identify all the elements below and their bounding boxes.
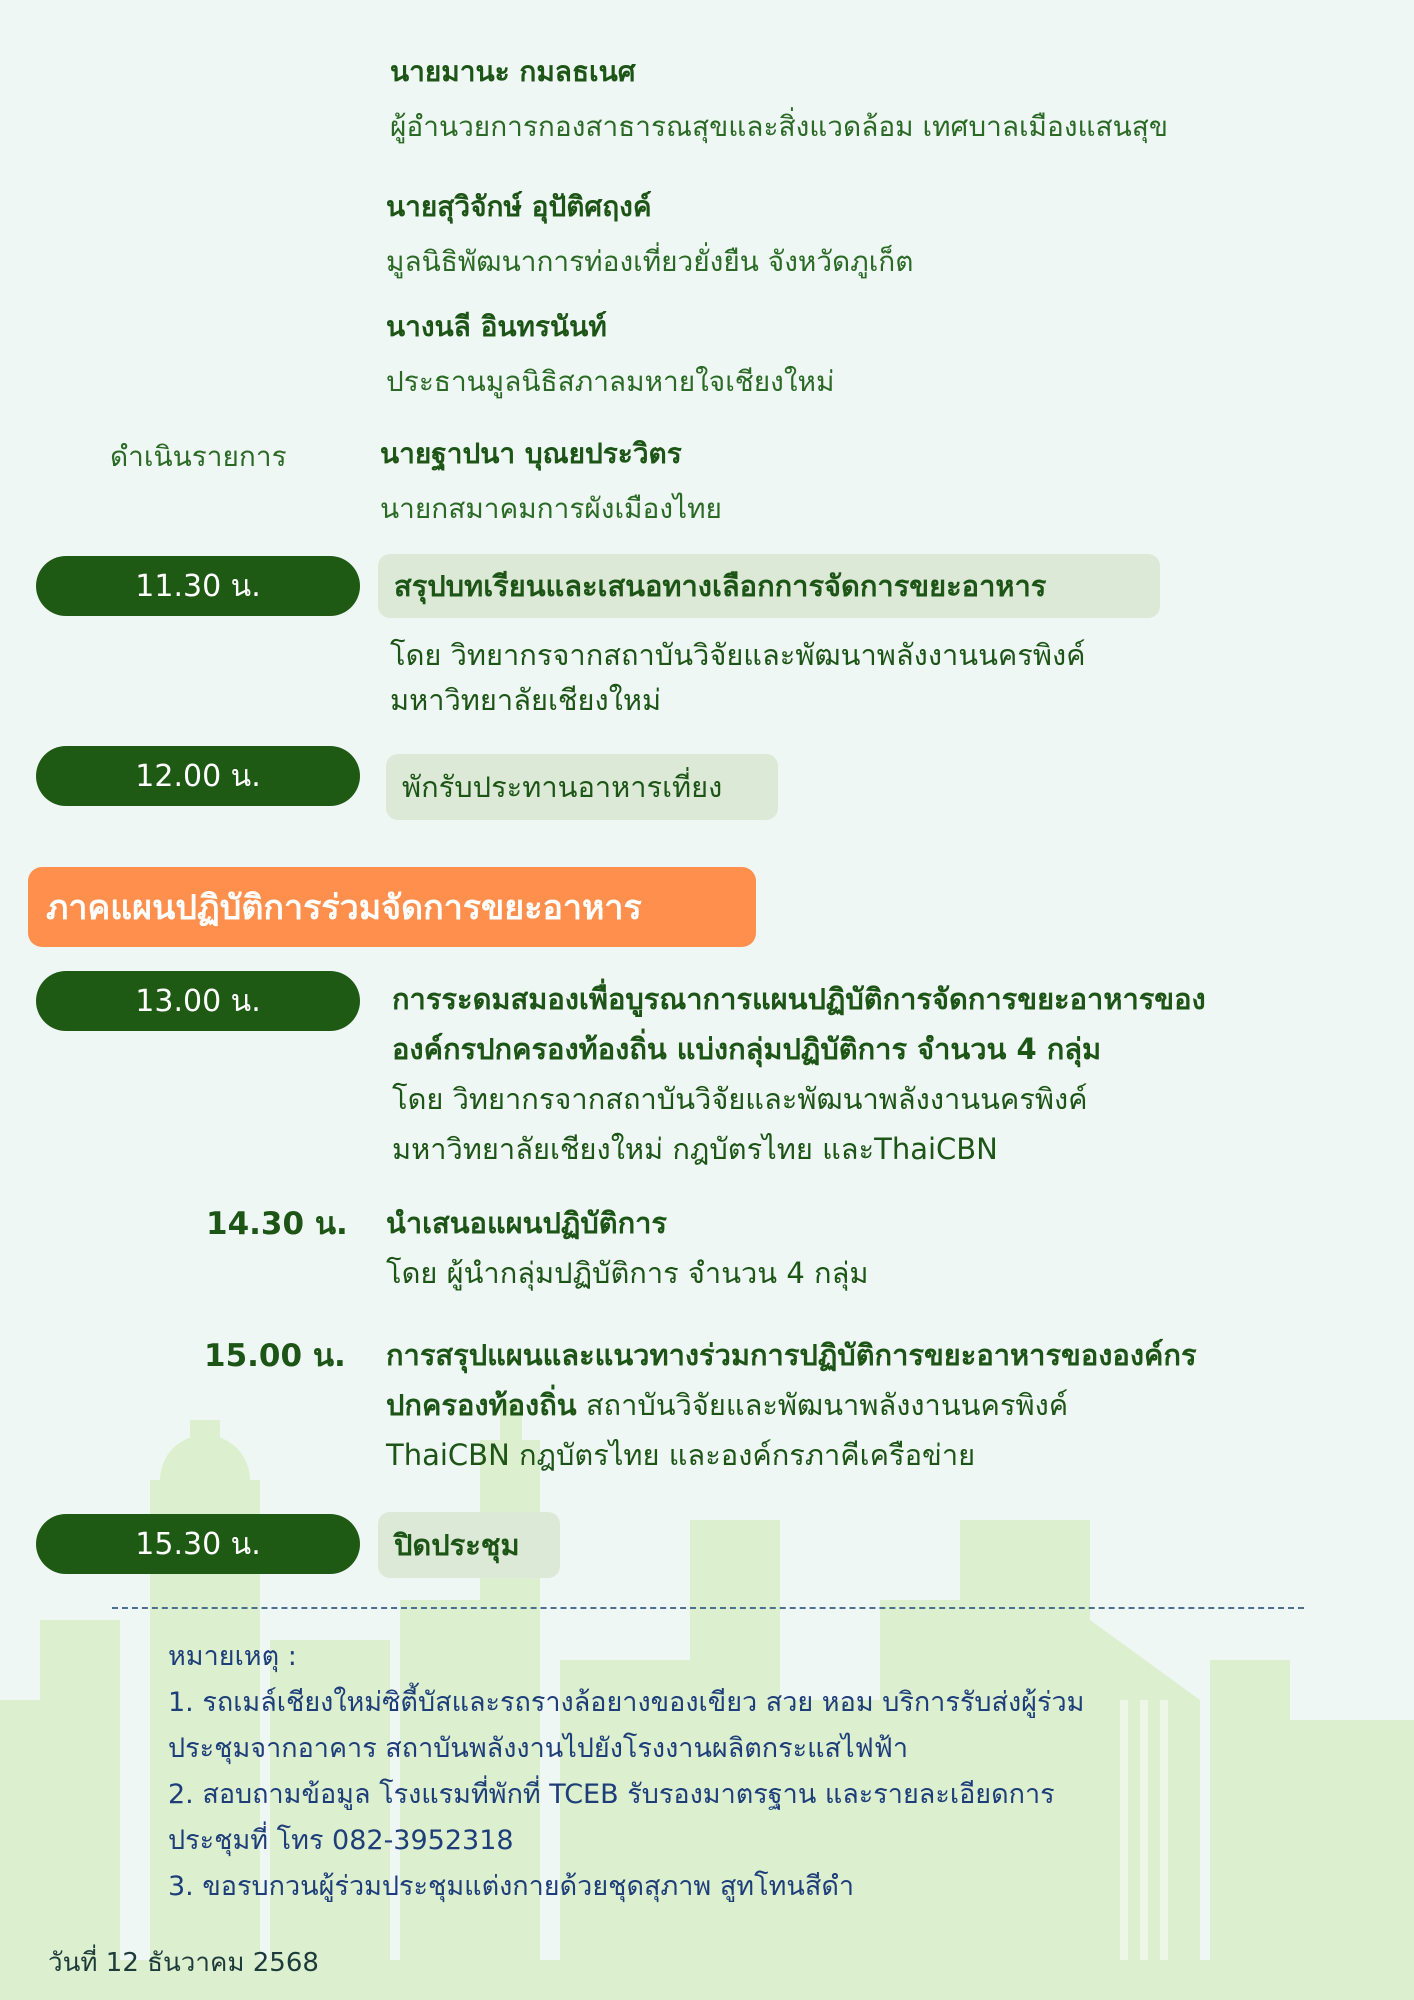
agenda-title-line-2 xyxy=(386,1380,1068,1430)
time-pill: 13.00 น. xyxy=(36,971,360,1031)
agenda-by-line: โดย วิทยากรจากสถาบันวิจัยและพัฒนาพลังงานนครพิงค์ xyxy=(390,638,1086,672)
note-line: 1. รถเมล์เชียงใหม่ซิตี้บัสและรถรางล้อยางของเขียว สวย หอม บริการรับส่งผู้ร่วม xyxy=(168,1687,1085,1718)
speaker-role: ผู้อำนวยการกองสาธารณสุขและสิ่งแวดล้อม เทศบาลเมืองแสนสุข xyxy=(390,110,1169,143)
moderator-role: นายกสมาคมการผังเมืองไทย xyxy=(380,492,722,525)
note-line: 2. สอบถามข้อมูล โรงแรมที่พักที่ TCEB รับรองมาตรฐาน และรายละเอียดการ xyxy=(168,1779,1055,1810)
speaker-name: นางนลี อินทรนันท์ xyxy=(386,310,607,343)
agenda-by-line: โดย วิทยากรจากสถาบันวิจัยและพัฒนาพลังงานนครพิงค์ xyxy=(392,1082,1088,1116)
time-label: 14.30 น. xyxy=(206,1206,348,1242)
divider xyxy=(112,1607,1304,1609)
agenda-title-rest: สถาบันวิจัยและพัฒนาพลังงานนครพิงค์ xyxy=(576,1388,1069,1422)
notes-block xyxy=(168,1634,1348,1910)
agenda-title-line: องค์กรปกครองท้องถิ่น แบ่งกลุ่มปฏิบัติการ จำนวน 4 กลุ่ม xyxy=(392,1032,1102,1066)
section-banner: ภาคแผนปฏิบัติการร่วมจัดการขยะอาหาร xyxy=(28,867,756,947)
note-line: ประชุมที่ โทร 082-3952318 xyxy=(168,1825,514,1856)
agenda-title: พักรับประทานอาหารเที่ยง xyxy=(386,754,778,820)
event-date: วันที่ 12 ธันวาคม 2568 xyxy=(48,1948,319,1978)
moderator-name: นายฐาปนา บุณยประวิตร xyxy=(380,437,682,470)
note-line: ประชุมจากอาคาร สถาบันพลังงานไปยังโรงงานผลิตกระแสไฟฟ้า xyxy=(168,1733,909,1764)
agenda-title: สรุปบทเรียนและเสนอทางเลือกการจัดการขยะอาหาร xyxy=(378,554,1160,618)
agenda-title: ปิดประชุม xyxy=(378,1512,560,1578)
agenda-title-line: ThaiCBN กฎบัตรไทย และองค์กรภาคีเครือข่าย xyxy=(386,1438,976,1472)
moderator-label: ดำเนินรายการ xyxy=(110,440,287,473)
agenda-by-line: มหาวิทยาลัยเชียงใหม่ กฎบัตรไทย และThaiCBN xyxy=(392,1132,998,1166)
agenda-by-line: มหาวิทยาลัยเชียงใหม่ xyxy=(390,683,662,717)
speaker-name: นายมานะ กมลธเนศ xyxy=(390,55,636,88)
time-pill: 12.00 น. xyxy=(36,746,360,806)
time-pill: 15.30 น. xyxy=(36,1514,360,1574)
note-line: 3. ขอรบกวนผู้ร่วมประชุมแต่งกายด้วยชุดสุภาพ สูทโทนสีดำ xyxy=(168,1871,855,1902)
speaker-role: มูลนิธิพัฒนาการท่องเที่ยวยั่งยืน จังหวัดภูเก็ต xyxy=(386,245,914,278)
time-pill: 11.30 น. xyxy=(36,556,360,616)
notes-heading: หมายเหตุ : xyxy=(168,1641,297,1672)
agenda-title-line: การระดมสมองเพื่อบูรณาการแผนปฏิบัติการจัดการขยะอาหารของ xyxy=(392,982,1206,1016)
agenda-title-line: การสรุปแผนและแนวทางร่วมการปฏิบัติการขยะอาหารขององค์กร xyxy=(386,1338,1197,1372)
time-label: 15.00 น. xyxy=(204,1338,346,1374)
agenda-title-bold: ปกครองท้องถิ่น xyxy=(386,1388,577,1422)
agenda-by-line: โดย ผู้นำกลุ่มปฏิบัติการ จำนวน 4 กลุ่ม xyxy=(386,1256,869,1290)
agenda-title-line: นำเสนอแผนปฏิบัติการ xyxy=(386,1206,668,1240)
speaker-role: ประธานมูลนิธิสภาลมหายใจเชียงใหม่ xyxy=(386,365,835,398)
speaker-name: นายสุวิจักษ์ อุปัติศฤงค์ xyxy=(386,190,652,223)
